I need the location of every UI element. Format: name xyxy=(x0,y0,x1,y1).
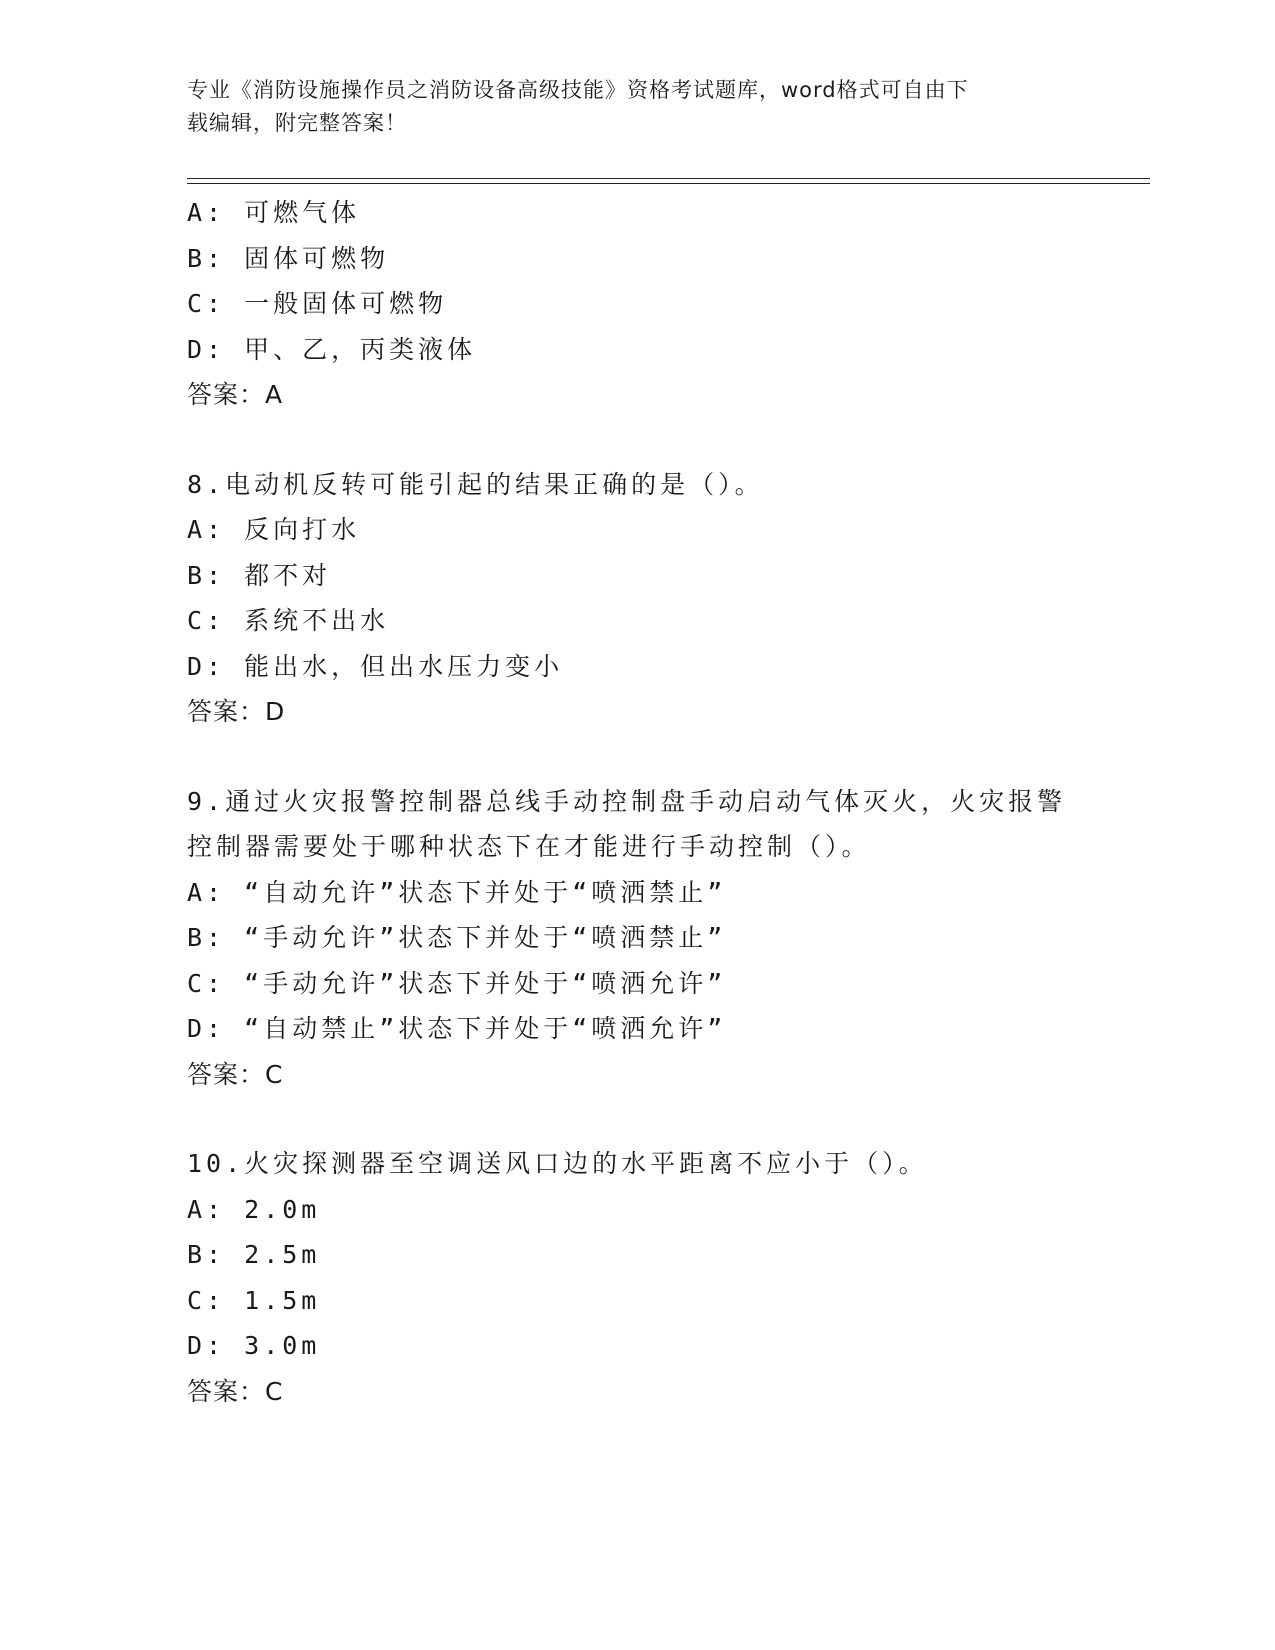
option-c: C: 1.5m xyxy=(187,1285,321,1315)
header-line-1: 专业《消防设施操作员之消防设备高级技能》资格考试题库，word格式可自由下 xyxy=(187,78,969,102)
spacer xyxy=(187,418,1087,462)
option-a: A: 反向打水 xyxy=(187,515,361,544)
answer: 答案：C xyxy=(187,1376,284,1406)
option-a: A: 2.0m xyxy=(187,1194,321,1224)
question-text: 8.电动机反转可能引起的结果正确的是（）。 xyxy=(187,469,764,499)
spacer xyxy=(187,1097,1087,1141)
option-c: C: 系统不出水 xyxy=(187,606,390,635)
spacer xyxy=(187,735,1087,779)
option-d: D: “自动禁止”状态下并处于“喷洒允许” xyxy=(187,1014,727,1043)
answer: 答案：A xyxy=(187,380,284,409)
option-b: B: 都不对 xyxy=(187,560,332,590)
option-a: A: “自动允许”状态下并处于“喷洒禁止” xyxy=(187,877,727,907)
answer: 答案：C xyxy=(187,1059,284,1089)
option-b: B: 2.5m xyxy=(187,1240,321,1269)
question-9 xyxy=(187,779,1087,1098)
question-text: 10.火灾探测器至空调送风口边的水平距离不应小于（）。 xyxy=(187,1149,928,1178)
header-divider-bottom xyxy=(187,183,1150,184)
option-b: B: 固体可燃物 xyxy=(187,243,390,273)
question-10 xyxy=(187,1141,1087,1414)
question-7 xyxy=(187,190,1087,418)
question-list xyxy=(187,190,1087,1414)
question-8 xyxy=(187,462,1087,735)
option-d: D: 3.0m xyxy=(187,1331,321,1360)
answer: 答案：D xyxy=(187,697,286,726)
question-text-line-2: 控制器需要处于哪种状态下在才能进行手动控制（）。 xyxy=(187,832,871,861)
option-d: D: 甲、乙，丙类液体 xyxy=(187,334,477,364)
question-text-line-1: 9.通过火灾报警控制器总线手动控制盘手动启动气体灭火，火灾报警 xyxy=(187,786,1067,816)
option-a: A: 可燃气体 xyxy=(187,198,361,227)
option-c: C: “手动允许”状态下并处于“喷洒允许” xyxy=(187,968,727,998)
document-header xyxy=(187,74,1067,140)
option-b: B: “手动允许”状态下并处于“喷洒禁止” xyxy=(187,923,727,952)
header-line-2: 载编辑，附完整答案！ xyxy=(187,111,407,135)
header-divider-top xyxy=(187,178,1150,179)
option-c: C: 一般固体可燃物 xyxy=(187,289,448,318)
option-d: D: 能出水，但出水压力变小 xyxy=(187,651,564,681)
